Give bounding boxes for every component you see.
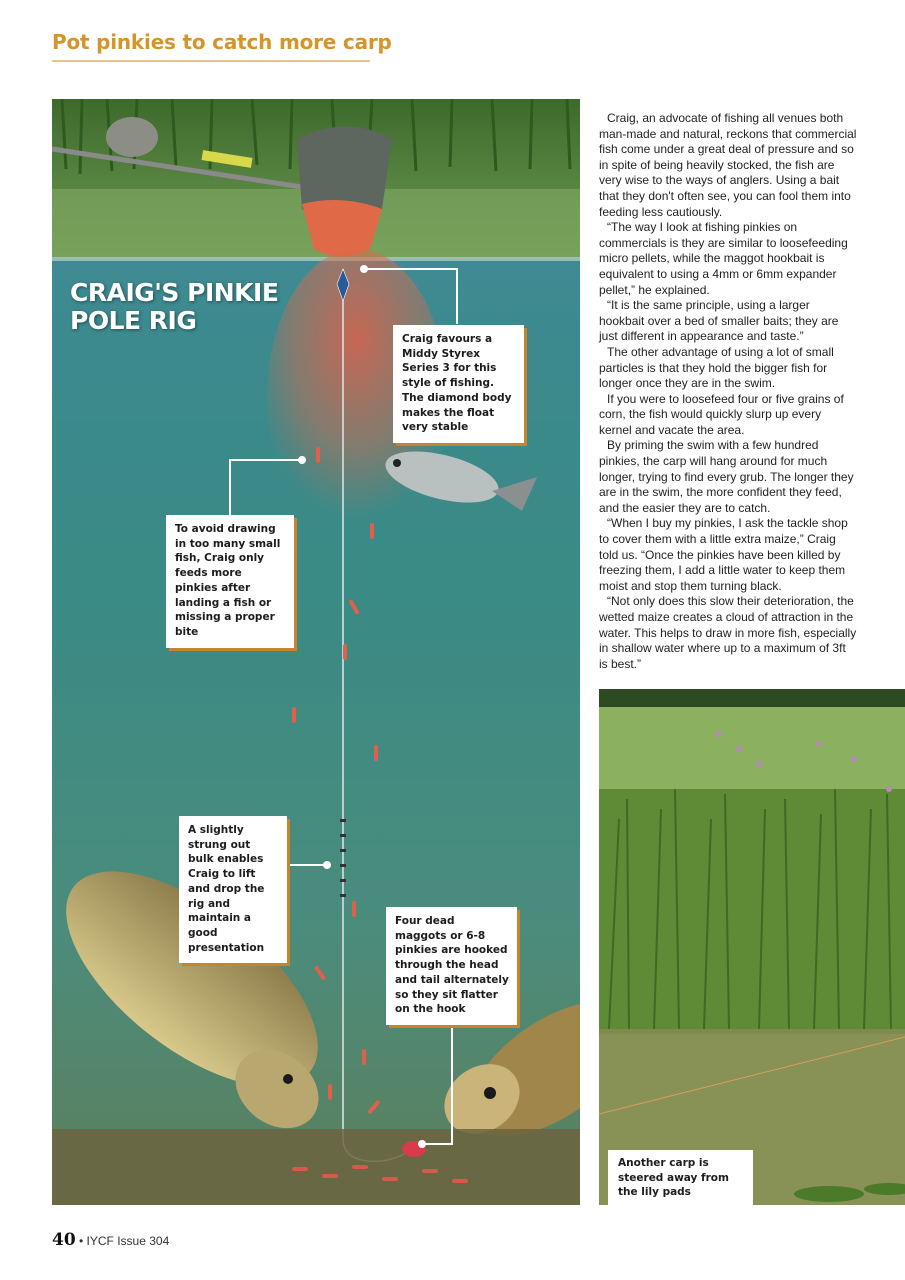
paragraph: “It is the same principle, using a larger hookbait over a bed of smaller baits; they are just different in appearance and taste.” bbox=[599, 298, 839, 344]
pinkie-spill bbox=[302, 200, 382, 257]
callout-hookbait: Four dead maggots or 6-8 pinkies are hooked through the head and tail alternately so they sit flatter on the hook bbox=[386, 907, 517, 1025]
rig-title-line2: POLE RIG bbox=[70, 306, 197, 335]
small-pot-icon bbox=[106, 117, 158, 157]
callout-float: Craig favours a Middy Styrex Series 3 for this style of fishing. The diamond body makes the float very stable bbox=[393, 325, 524, 443]
page-number: 40 bbox=[52, 1230, 76, 1250]
paragraph: “Not only does this slow their deterioration, the wetted maize creates a cloud of attraction in the water. This helps to draw in more fish, especially in shallow water where up to a maximum of 3ft is best.” bbox=[599, 594, 857, 671]
photo-caption: Another carp is steered away from the lily pads bbox=[608, 1150, 753, 1205]
paragraph: The other advantage of using a lot of small particles is that they hold the bigger fish for longer once they are in the swim. bbox=[599, 344, 834, 391]
paragraph: “The way I look at fishing pinkies on commercials is they are similar to loosefeeding micro pellets, while the maggot hookbait is equivalent to using a 4mm or 6mm expander pellet,” he explained. bbox=[599, 220, 848, 297]
paragraph: “When I buy my pinkies, I ask the tackle shop to cover them with a little extra maize,” Craig told us. “Once the pinkies have been killed by freezing them, I add a little water to keep them moist and stop them turning black. bbox=[599, 516, 848, 593]
issue-label: • IYCF Issue 304 bbox=[79, 1234, 170, 1248]
lake-photo bbox=[599, 689, 905, 1205]
water-surface bbox=[52, 257, 580, 261]
underwater-scene bbox=[52, 99, 580, 1205]
page-footer bbox=[52, 1230, 169, 1250]
paragraph: Craig, an advocate of fishing all venues both man-made and natural, reckons that commercial fish come under a great deal of pressure and so in spite of being heavily stocked, the fish are very wise to the ways of anglers. Using a bait that they don't often see, you can fool them into feeding less cautiously. bbox=[599, 111, 857, 219]
title-underline bbox=[52, 60, 370, 62]
rig-title bbox=[70, 279, 300, 335]
article-body bbox=[599, 111, 857, 672]
rig-illustration bbox=[52, 99, 580, 1205]
lake-photo-image bbox=[599, 689, 905, 1205]
page-title: Pot pinkies to catch more carp bbox=[52, 30, 392, 54]
paragraph: By priming the swim with a few hundred pinkies, the carp will hang around for much longer, trying to find every grub. The longer they are in the swim, the more confident they feed, and the easier they are to catch. bbox=[599, 438, 854, 515]
lake-bed bbox=[52, 1129, 580, 1205]
paragraph: If you were to loosefeed four or five grains of corn, the fish would quickly slurp up every kernel and vacate the area. bbox=[599, 391, 844, 437]
callout-bulk: A slightly strung out bulk enables Craig to lift and drop the rig and maintain a good presentation bbox=[179, 816, 287, 963]
callout-feeding: To avoid drawing in too many small fish, Craig only feeds more pinkies after landing a fish or missing a proper bite bbox=[166, 515, 294, 648]
rig-title-line1: CRAIG'S PINKIE bbox=[70, 278, 279, 307]
